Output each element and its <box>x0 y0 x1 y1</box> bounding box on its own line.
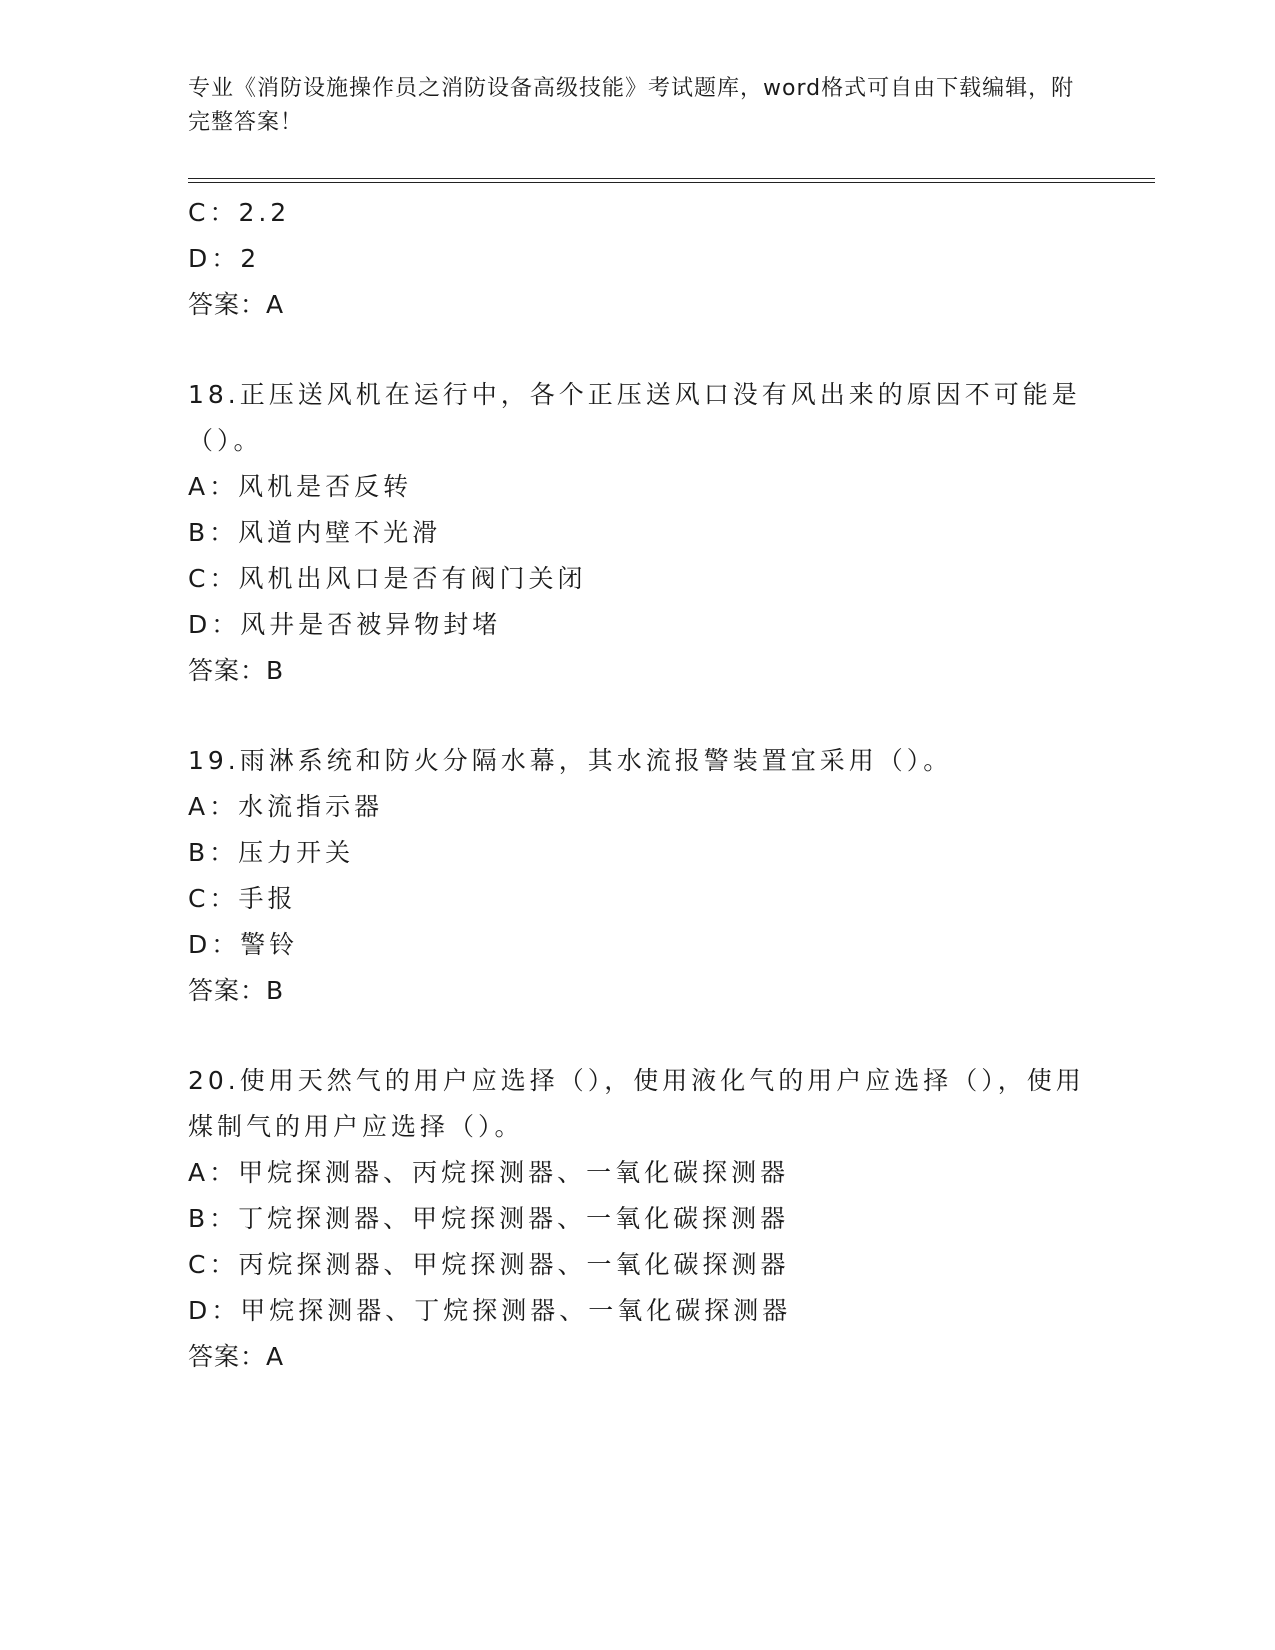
option-d: D：警铃 <box>188 930 299 959</box>
option-c: C：风机出风口是否有阀门关闭 <box>188 564 587 593</box>
answer-line <box>188 968 1088 1014</box>
option-a: A：风机是否反转 <box>188 472 413 501</box>
question-list <box>188 190 1088 1380</box>
option-a: A：甲烷探测器、丙烷探测器、一氧化碳探测器 <box>188 1158 790 1187</box>
option-d: D：风井是否被异物封堵 <box>188 610 502 639</box>
option-b: B：压力开关 <box>188 838 355 867</box>
option-c: C：2.2 <box>188 198 291 227</box>
question-19 <box>188 738 1088 1014</box>
question-18 <box>188 372 1088 694</box>
option-c: C：丙烷探测器、甲烷探测器、一氧化碳探测器 <box>188 1250 790 1279</box>
answer-value: A <box>266 1342 285 1371</box>
answer-label: 答案： <box>188 290 267 319</box>
prev-question-block <box>188 190 1088 328</box>
answer-label: 答案： <box>188 1342 267 1371</box>
answer-value: B <box>266 976 285 1005</box>
answer-value: A <box>266 290 285 319</box>
option-b: B：丁烷探测器、甲烷探测器、一氧化碳探测器 <box>188 1204 790 1233</box>
option-d: D：2 <box>188 244 261 273</box>
option-d: D：甲烷探测器、丁烷探测器、一氧化碳探测器 <box>188 1296 792 1325</box>
answer-line <box>188 1334 1088 1380</box>
spacer <box>188 694 1088 738</box>
answer-label: 答案： <box>188 656 267 685</box>
question-stem: 20.使用天然气的用户应选择（），使用液化气的用户应选择（），使用煤制气的用户应选择（）。 <box>188 1066 1085 1141</box>
option-c: C：手报 <box>188 884 297 913</box>
answer-label: 答案： <box>188 976 267 1005</box>
answer-value: B <box>266 656 285 685</box>
option-a: A：水流指示器 <box>188 792 384 821</box>
header-rule-top <box>188 178 1155 179</box>
spacer <box>188 1014 1088 1058</box>
question-20 <box>188 1058 1088 1380</box>
question-stem: 19.雨淋系统和防火分隔水幕，其水流报警装置宜采用（）。 <box>188 746 953 775</box>
spacer <box>188 328 1088 372</box>
answer-line <box>188 282 1088 328</box>
option-b: B：风道内壁不光滑 <box>188 518 442 547</box>
document-header: 专业《消防设施操作员之消防设备高级技能》考试题库，word格式可自由下载编辑，附完整答案！ <box>188 76 1075 135</box>
answer-line <box>188 648 1088 694</box>
header-rule-bottom <box>188 182 1155 183</box>
question-stem: 18.正压送风机在运行中，各个正压送风口没有风出来的原因不可能是（）。 <box>188 380 1081 455</box>
